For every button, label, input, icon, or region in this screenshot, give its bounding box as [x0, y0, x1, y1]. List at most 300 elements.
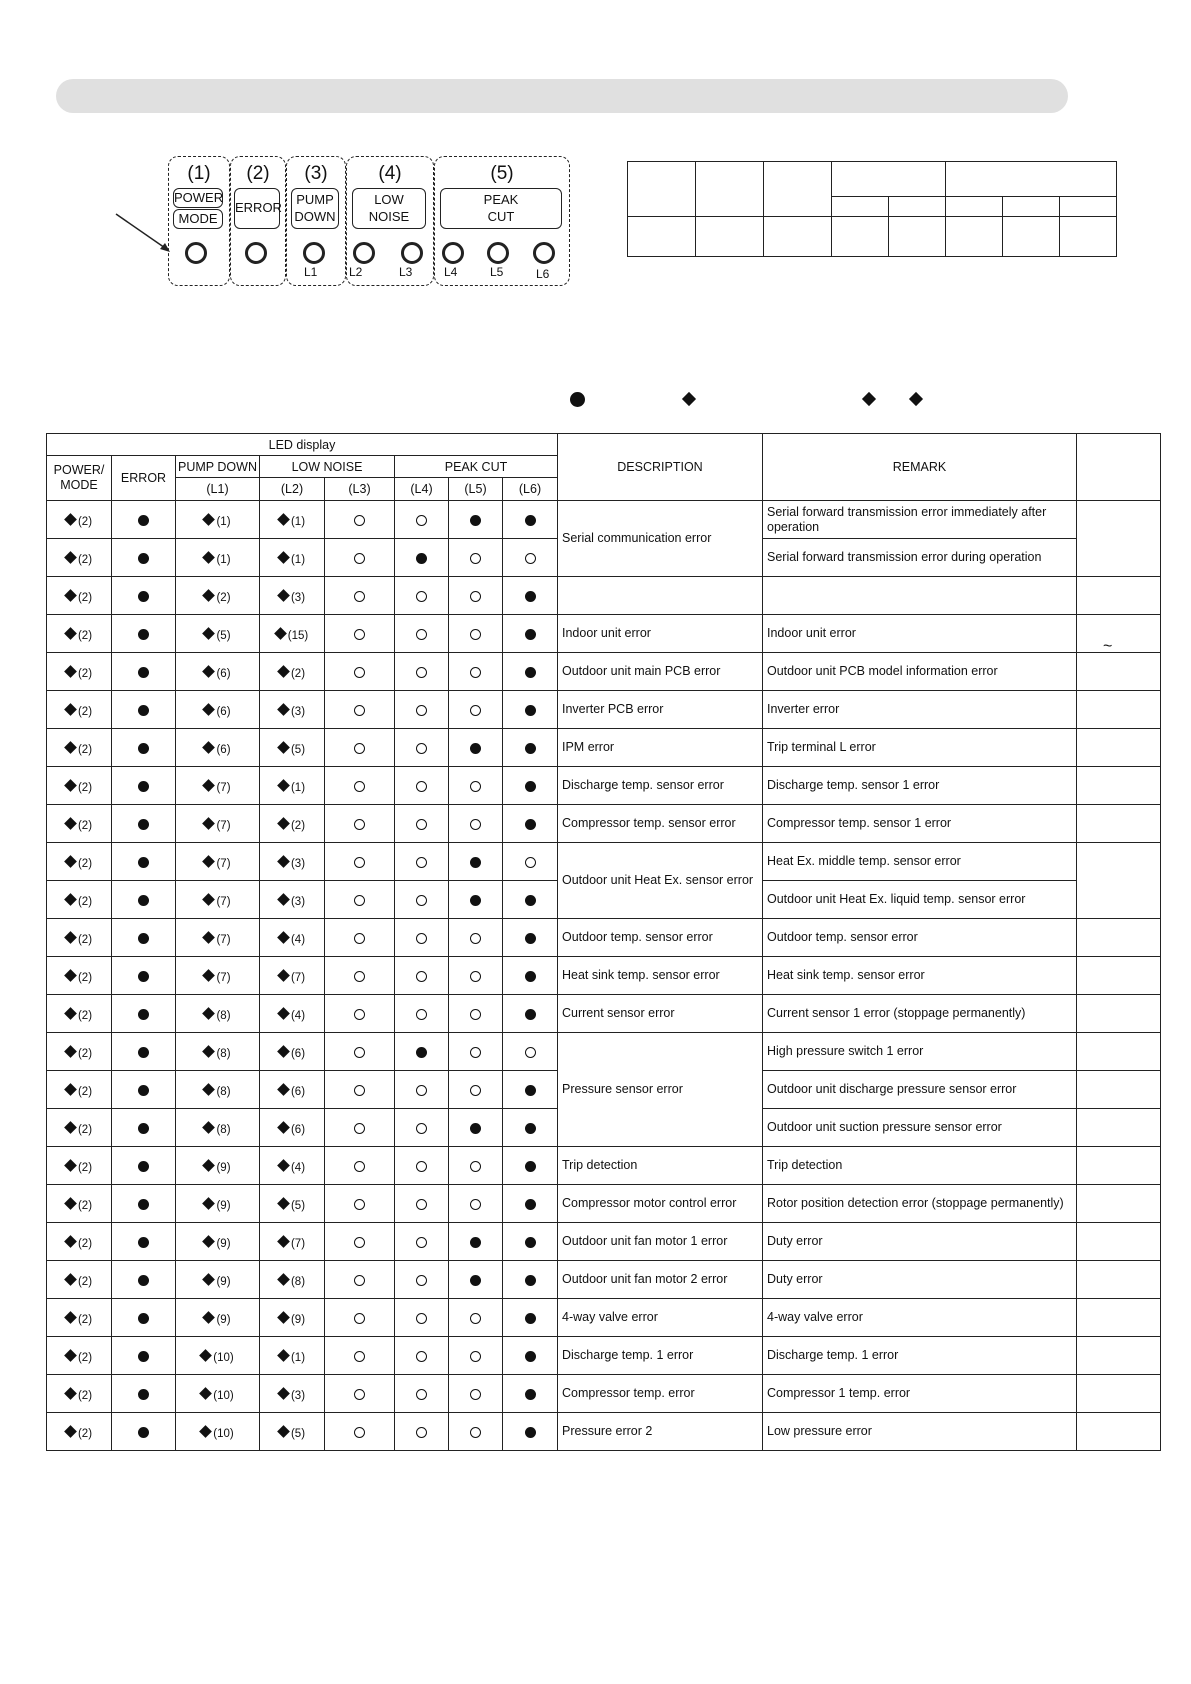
l5-cell [449, 1109, 503, 1147]
off-led-icon [354, 1427, 365, 1438]
blink-count: (2) [77, 667, 93, 680]
lit-led-icon [416, 1047, 427, 1058]
key-cell [889, 217, 946, 257]
l2-cell [260, 767, 325, 805]
l3-cell [325, 653, 395, 691]
blink-count: (1) [290, 515, 306, 528]
error-cell [112, 881, 176, 919]
error-cell [112, 1185, 176, 1223]
extra-cell [1077, 1299, 1161, 1337]
l1-cell [176, 1261, 260, 1299]
lit-led-icon [470, 515, 481, 526]
lit-led-icon [138, 1275, 149, 1286]
led-tag-l6: L6 [536, 267, 550, 281]
blink-diamond-icon [64, 1197, 77, 1210]
extra-cell [1077, 729, 1161, 767]
remark-cell: Discharge temp. 1 error [763, 1337, 1077, 1375]
l3-cell [325, 805, 395, 843]
l6-cell [503, 1185, 558, 1223]
power-mode-cell [47, 995, 112, 1033]
table-row [47, 1147, 1161, 1185]
off-led-icon [416, 933, 427, 944]
off-led-icon [354, 781, 365, 792]
section-banner [56, 79, 1068, 113]
l4-cell [395, 1337, 449, 1375]
l2-cell [260, 1261, 325, 1299]
description-header: DESCRIPTION [558, 434, 763, 501]
lit-led-icon [525, 667, 536, 678]
group-number: (2) [246, 163, 270, 184]
error-cell [112, 539, 176, 577]
blink-diamond-icon [277, 931, 290, 944]
l2-cell [260, 691, 325, 729]
lit-led-icon [525, 895, 536, 906]
lit-led-icon [470, 1237, 481, 1248]
off-led-icon [416, 629, 427, 640]
power-mode-cell [47, 577, 112, 615]
off-led-icon [416, 1009, 427, 1020]
off-led-icon [354, 1389, 365, 1400]
lit-led-icon [525, 743, 536, 754]
l6-cell [503, 615, 558, 653]
lit-led-icon [470, 1123, 481, 1134]
key-cell [696, 162, 764, 217]
blink-diamond-icon [64, 513, 77, 526]
led-l5 [487, 242, 509, 264]
lit-led-icon [525, 1275, 536, 1286]
l2-cell [260, 957, 325, 995]
power-mode-cell [47, 805, 112, 843]
blink-count: (2) [77, 553, 93, 566]
blink-count: (15) [287, 629, 309, 642]
l3-cell [325, 919, 395, 957]
off-led-icon [354, 1123, 365, 1134]
l3-cell [325, 1299, 395, 1337]
power-mode-cell [47, 957, 112, 995]
off-led-icon [354, 1275, 365, 1286]
extra-cell [1077, 919, 1161, 957]
blink-diamond-icon [203, 1273, 216, 1286]
mode-label: MODE [173, 209, 223, 229]
blink-diamond-icon [277, 513, 290, 526]
off-led-icon [470, 1047, 481, 1058]
blink-count: (7) [216, 933, 231, 946]
blink-diamond-icon [277, 893, 290, 906]
blink-count: (6) [290, 1085, 306, 1098]
blink-count: (8) [216, 1123, 231, 1136]
l6-cell [503, 501, 558, 539]
l5-header: (L5) [449, 478, 503, 501]
group-number: (4) [378, 163, 402, 184]
blink-diamond-icon [277, 1235, 290, 1248]
lit-led-icon [525, 1237, 536, 1248]
l5-cell [449, 577, 503, 615]
off-led-icon [525, 857, 536, 868]
error-cell [112, 1147, 176, 1185]
pointer-arrow-icon [114, 212, 174, 257]
legend-blink-icon [862, 392, 876, 406]
l3-cell [325, 1033, 395, 1071]
off-led-icon [525, 1047, 536, 1058]
l6-cell [503, 767, 558, 805]
l3-cell [325, 501, 395, 539]
blink-count: (9) [216, 1161, 231, 1174]
off-led-icon [470, 629, 481, 640]
led-tag-l5: L5 [490, 265, 504, 279]
blink-count: (5) [290, 743, 306, 756]
remark-cell: Low pressure error [763, 1413, 1077, 1451]
key-cell [946, 197, 1003, 217]
blink-diamond-icon [277, 969, 290, 982]
blink-count: (4) [290, 1009, 306, 1022]
table-row [47, 729, 1161, 767]
led-display-header: LED display [47, 434, 558, 456]
lit-led-icon [138, 553, 149, 564]
l2-cell [260, 1413, 325, 1451]
blink-diamond-icon [203, 627, 216, 640]
description-cell: Discharge temp. 1 error [558, 1337, 763, 1375]
extra-cell [1077, 1337, 1161, 1375]
blink-diamond-icon [277, 551, 290, 564]
error-cell [112, 1223, 176, 1261]
blink-count: (7) [216, 819, 231, 832]
l4-cell [395, 1033, 449, 1071]
blink-count: (2) [77, 743, 93, 756]
l3-cell [325, 577, 395, 615]
key-cell [946, 162, 1117, 197]
l5-cell [449, 1223, 503, 1261]
blink-diamond-icon [64, 893, 77, 906]
power-mode-cell [47, 653, 112, 691]
power-mode-header: POWER/ MODE [47, 456, 112, 501]
off-led-icon [416, 1237, 427, 1248]
off-led-icon [470, 971, 481, 982]
l3-cell [325, 1223, 395, 1261]
blink-diamond-icon [64, 1159, 77, 1172]
blink-diamond-icon [203, 513, 216, 526]
blink-diamond-icon [277, 1007, 290, 1020]
l6-cell [503, 1071, 558, 1109]
l5-cell [449, 539, 503, 577]
off-led-icon [470, 1389, 481, 1400]
error-cell [112, 995, 176, 1033]
blink-diamond-icon [277, 1083, 290, 1096]
remark-cell: Indoor unit error [763, 615, 1077, 653]
blink-diamond-icon [64, 1387, 77, 1400]
remark-cell: Heat Ex. middle temp. sensor error [763, 843, 1077, 881]
off-led-icon [354, 1351, 365, 1362]
lit-led-icon [525, 819, 536, 830]
blink-diamond-icon [203, 551, 216, 564]
error-cell [112, 1109, 176, 1147]
lit-led-icon [470, 743, 481, 754]
blink-diamond-icon [203, 665, 216, 678]
key-cell [832, 217, 889, 257]
description-cell: IPM error [558, 729, 763, 767]
off-led-icon [354, 1237, 365, 1248]
blink-diamond-icon [203, 1007, 216, 1020]
power-mode-cell [47, 615, 112, 653]
remark-cell: Rotor position detection error (stoppage permanently) [763, 1185, 1077, 1223]
blink-diamond-icon [277, 1197, 290, 1210]
blink-diamond-icon [277, 1121, 290, 1134]
l1-cell [176, 843, 260, 881]
led-panel-diagram [100, 150, 580, 300]
off-led-icon [470, 781, 481, 792]
off-led-icon [354, 1047, 365, 1058]
remark-cell: Serial forward transmission error during operation [763, 539, 1077, 577]
lit-led-icon [138, 1427, 149, 1438]
blink-count: (3) [290, 705, 306, 718]
lit-led-icon [138, 1199, 149, 1210]
power-mode-cell [47, 1299, 112, 1337]
remark-cell: Duty error [763, 1223, 1077, 1261]
blink-count: (2) [77, 515, 93, 528]
off-led-icon [416, 1313, 427, 1324]
l3-cell [325, 1261, 395, 1299]
extra-cell [1077, 1033, 1161, 1071]
l2-cell [260, 1185, 325, 1223]
blink-count: (1) [216, 515, 231, 528]
l2-cell [260, 1337, 325, 1375]
l2-cell [260, 653, 325, 691]
error-cell [112, 577, 176, 615]
error-cell [112, 653, 176, 691]
blink-diamond-icon [64, 703, 77, 716]
l4-cell [395, 843, 449, 881]
blink-diamond-icon [274, 627, 287, 640]
blink-diamond-icon [277, 1349, 290, 1362]
blink-diamond-icon [203, 1121, 216, 1134]
group-number: (1) [187, 163, 211, 184]
blink-diamond-icon [203, 741, 216, 754]
remark-cell: Duty error [763, 1261, 1077, 1299]
remark-cell: Outdoor unit discharge pressure sensor error [763, 1071, 1077, 1109]
off-led-icon [470, 1161, 481, 1172]
blink-count: (2) [77, 1427, 93, 1440]
lit-led-icon [138, 971, 149, 982]
l6-cell [503, 1033, 558, 1071]
l5-cell [449, 1147, 503, 1185]
tilde-mark: ~ [1103, 638, 1113, 655]
l4-cell [395, 881, 449, 919]
error-cell [112, 691, 176, 729]
lit-led-icon [138, 591, 149, 602]
table-row [47, 1375, 1161, 1413]
remark-cell: High pressure switch 1 error [763, 1033, 1077, 1071]
off-led-icon [354, 743, 365, 754]
lit-led-icon [138, 1161, 149, 1172]
l4-cell [395, 729, 449, 767]
blink-diamond-icon [64, 817, 77, 830]
off-led-icon [416, 1123, 427, 1134]
description-cell: Outdoor unit fan motor 2 error [558, 1261, 763, 1299]
extra-cell [1077, 1261, 1161, 1299]
l4-cell [395, 539, 449, 577]
blink-diamond-icon [277, 855, 290, 868]
blink-diamond-icon [203, 779, 216, 792]
description-cell: Compressor temp. error [558, 1375, 763, 1413]
off-led-icon [470, 553, 481, 564]
low-label-line1: LOW [374, 192, 404, 207]
blink-diamond-icon [277, 817, 290, 830]
peak-label-line1: PEAK [483, 192, 519, 207]
l2-cell [260, 843, 325, 881]
lit-led-icon [138, 515, 149, 526]
l5-cell [449, 1033, 503, 1071]
group-number: (5) [490, 163, 514, 184]
l3-cell [325, 843, 395, 881]
off-led-icon [416, 857, 427, 868]
blink-diamond-icon [64, 1235, 77, 1248]
remark-cell [763, 577, 1077, 615]
blink-diamond-icon [203, 589, 216, 602]
table-row [47, 1223, 1161, 1261]
l1-cell [176, 1337, 260, 1375]
error-cell [112, 1337, 176, 1375]
off-led-icon [354, 1085, 365, 1096]
blink-diamond-icon [64, 1121, 77, 1134]
remark-cell: Discharge temp. sensor 1 error [763, 767, 1077, 805]
table-row [47, 615, 1161, 653]
l2-cell [260, 615, 325, 653]
blink-count: (6) [290, 1123, 306, 1136]
l5-cell [449, 501, 503, 539]
blink-count: (6) [216, 743, 231, 756]
off-led-icon [416, 515, 427, 526]
off-led-icon [354, 553, 365, 564]
l5-cell [449, 1261, 503, 1299]
l2-cell [260, 1147, 325, 1185]
table-row [47, 1261, 1161, 1299]
l6-cell [503, 843, 558, 881]
power-mode-cell [47, 1413, 112, 1451]
blink-diamond-icon [277, 589, 290, 602]
off-led-icon [470, 667, 481, 678]
extra-cell [1077, 1109, 1161, 1147]
description-cell: Pressure error 2 [558, 1413, 763, 1451]
blink-diamond-icon [64, 741, 77, 754]
l1-cell [176, 1109, 260, 1147]
blink-count: (7) [216, 857, 231, 870]
blink-diamond-icon [64, 627, 77, 640]
blink-count: (4) [290, 1161, 306, 1174]
blink-diamond-icon [203, 1083, 216, 1096]
l3-cell [325, 615, 395, 653]
off-led-icon [416, 1351, 427, 1362]
blink-count: (2) [77, 1275, 93, 1288]
l1-cell [176, 805, 260, 843]
lit-led-icon [525, 1123, 536, 1134]
l3-cell [325, 995, 395, 1033]
peak-cut-label [440, 188, 562, 229]
power-label: POWER [173, 188, 223, 208]
extra-cell [1077, 577, 1161, 615]
power-mode-cell [47, 767, 112, 805]
remark-cell: Inverter error [763, 691, 1077, 729]
off-led-icon [416, 1199, 427, 1210]
l1-cell [176, 653, 260, 691]
l5-cell [449, 843, 503, 881]
extra-cell [1077, 957, 1161, 995]
off-led-icon [354, 1009, 365, 1020]
blink-count: (2) [216, 591, 231, 604]
remark-cell: Trip terminal L error [763, 729, 1077, 767]
blink-diamond-icon [64, 1007, 77, 1020]
extra-cell [1077, 805, 1161, 843]
l3-cell [325, 1071, 395, 1109]
l1-header: (L1) [176, 478, 260, 501]
power-mode-cell [47, 1375, 112, 1413]
power-mode-cell [47, 1223, 112, 1261]
description-cell [558, 577, 763, 615]
blink-count: (7) [290, 1237, 306, 1250]
l4-cell [395, 501, 449, 539]
l2-cell [260, 1223, 325, 1261]
key-cell [1060, 197, 1117, 217]
l1-cell [176, 729, 260, 767]
lit-led-icon [416, 553, 427, 564]
blink-diamond-icon [199, 1349, 212, 1362]
pump-label-line2: DOWN [294, 209, 336, 224]
l1-cell [176, 1413, 260, 1451]
l6-cell [503, 539, 558, 577]
lit-led-icon [138, 819, 149, 830]
l5-cell [449, 1375, 503, 1413]
key-cell [628, 217, 696, 257]
lit-led-icon [470, 857, 481, 868]
power-mode-cell [47, 539, 112, 577]
blink-count: (5) [216, 629, 231, 642]
blink-count: (2) [77, 781, 93, 794]
l5-cell [449, 691, 503, 729]
blink-count: (1) [290, 1351, 306, 1364]
lit-led-icon [138, 1313, 149, 1324]
key-cell [696, 217, 764, 257]
lit-led-icon [525, 1313, 536, 1324]
off-led-icon [416, 591, 427, 602]
l4-cell [395, 1185, 449, 1223]
remark-cell: Compressor 1 temp. error [763, 1375, 1077, 1413]
l1-cell [176, 539, 260, 577]
led-error [245, 242, 267, 264]
description-cell: Serial communication error [558, 501, 763, 577]
extra-cell [1077, 501, 1161, 577]
blink-count: (7) [216, 781, 231, 794]
blink-diamond-icon [64, 665, 77, 678]
l3-cell [325, 729, 395, 767]
extra-cell [1077, 1413, 1161, 1451]
led-power-mode [185, 242, 207, 264]
lit-led-icon [525, 629, 536, 640]
l1-cell [176, 767, 260, 805]
description-cell: Inverter PCB error [558, 691, 763, 729]
l3-cell [325, 539, 395, 577]
blink-count: (6) [216, 705, 231, 718]
extra-header [1077, 434, 1161, 501]
blink-diamond-icon [64, 1349, 77, 1362]
key-cell [889, 197, 946, 217]
l6-cell [503, 1261, 558, 1299]
blink-count: (8) [290, 1275, 306, 1288]
l6-cell [503, 1413, 558, 1451]
off-led-icon [354, 1161, 365, 1172]
blink-count: (2) [77, 1123, 93, 1136]
error-cell [112, 1261, 176, 1299]
l4-cell [395, 577, 449, 615]
l1-cell [176, 1299, 260, 1337]
off-led-icon [470, 1009, 481, 1020]
